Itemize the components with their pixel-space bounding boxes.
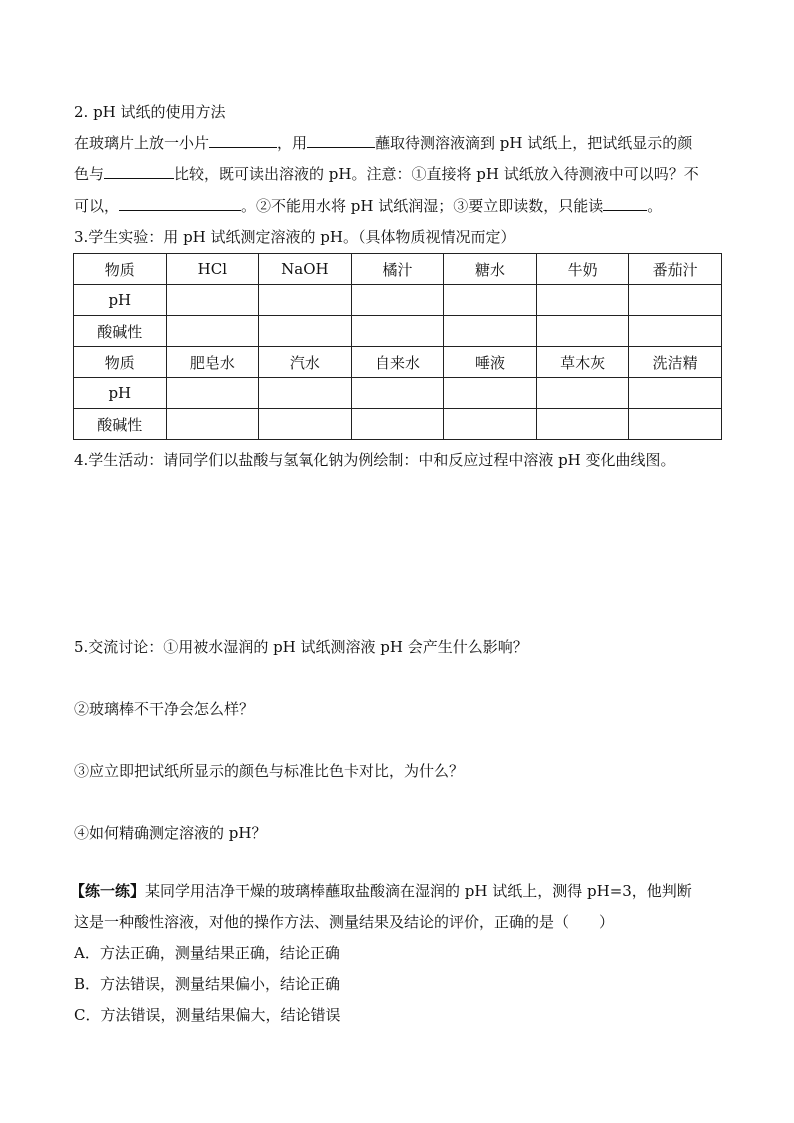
table-row bbox=[74, 254, 722, 285]
answer-cell[interactable] bbox=[536, 285, 629, 316]
fill-blank-4[interactable] bbox=[119, 196, 241, 211]
answer-cell[interactable] bbox=[259, 378, 352, 409]
table-row bbox=[74, 347, 722, 378]
answer-cell[interactable] bbox=[536, 409, 629, 440]
section2-line2 bbox=[74, 164, 699, 184]
option-a[interactable]: A．方法正确，测量结果正确，结论正确 bbox=[74, 944, 340, 962]
text-segment: 。②不能用水将 pH 试纸润湿；③要立即读数，只能读 bbox=[241, 197, 604, 215]
answer-cell[interactable] bbox=[444, 316, 537, 347]
table-cell: 唾液 bbox=[444, 347, 537, 378]
row-header-cell: 酸碱性 bbox=[74, 316, 167, 347]
answer-cell[interactable] bbox=[351, 378, 444, 409]
answer-cell[interactable] bbox=[166, 409, 259, 440]
fill-blank-1[interactable] bbox=[209, 133, 277, 148]
option-c[interactable]: C．方法错误，测量结果偏大，结论错误 bbox=[74, 1006, 341, 1024]
fill-blank-2[interactable] bbox=[307, 133, 375, 148]
section4-title: 4.学生活动：请同学们以盐酸与氢氧化钠为例绘制：中和反应过程中溶液 pH 变化曲线图。 bbox=[74, 451, 676, 469]
table-cell: NaOH bbox=[259, 254, 352, 285]
option-b[interactable]: B．方法错误，测量结果偏小，结论正确 bbox=[74, 975, 341, 993]
table-row bbox=[74, 316, 722, 347]
fill-blank-5[interactable] bbox=[603, 196, 647, 211]
section2-line1 bbox=[74, 133, 692, 153]
discussion-q2: ②玻璃棒不干净会怎么样？ bbox=[74, 700, 255, 718]
answer-cell[interactable] bbox=[166, 316, 259, 347]
table-cell: 洗洁精 bbox=[629, 347, 722, 378]
answer-cell[interactable] bbox=[536, 316, 629, 347]
row-header-cell: 物质 bbox=[74, 254, 167, 285]
answer-cell[interactable] bbox=[351, 285, 444, 316]
discussion-q3: ③应立即把试纸所显示的颜色与标准比色卡对比，为什么？ bbox=[74, 762, 465, 780]
answer-cell[interactable] bbox=[351, 316, 444, 347]
table-cell: HCl bbox=[166, 254, 259, 285]
table-row bbox=[74, 285, 722, 316]
table-cell: 草木灰 bbox=[536, 347, 629, 378]
table-cell: 自来水 bbox=[351, 347, 444, 378]
answer-cell[interactable] bbox=[259, 285, 352, 316]
answer-cell[interactable] bbox=[259, 409, 352, 440]
text-segment: 。 bbox=[647, 197, 663, 215]
section3-title: 3.学生实验：用 pH 试纸测定溶液的 pH。（具体物质视情况而定） bbox=[74, 228, 516, 246]
practice-line1 bbox=[70, 881, 692, 901]
text-segment: 蘸取待测溶液滴到 pH 试纸上，把试纸显示的颜 bbox=[375, 134, 693, 152]
answer-cell[interactable] bbox=[444, 378, 537, 409]
table-cell: 牛奶 bbox=[536, 254, 629, 285]
fill-blank-3[interactable] bbox=[104, 164, 174, 179]
section2-title: 2. pH 试纸的使用方法 bbox=[74, 103, 226, 121]
table-cell: 肥皂水 bbox=[166, 347, 259, 378]
table-cell: 汽水 bbox=[259, 347, 352, 378]
answer-cell[interactable] bbox=[629, 378, 722, 409]
practice-line2: 这是一种酸性溶液，对他的操作方法、测量结果及结论的评价，正确的是（ ） bbox=[74, 913, 615, 931]
table-row bbox=[74, 378, 722, 409]
practice-text: 某同学用洁净干燥的玻璃棒蘸取盐酸滴在湿润的 pH 试纸上，测得 pH=3，他判断 bbox=[145, 882, 692, 900]
answer-cell[interactable] bbox=[629, 409, 722, 440]
discussion-q4: ④如何精确测定溶液的 pH？ bbox=[74, 824, 267, 842]
answer-cell[interactable] bbox=[166, 285, 259, 316]
answer-cell[interactable] bbox=[444, 285, 537, 316]
answer-cell[interactable] bbox=[166, 378, 259, 409]
table-cell: 番茄汁 bbox=[629, 254, 722, 285]
answer-cell[interactable] bbox=[536, 378, 629, 409]
answer-cell[interactable] bbox=[444, 409, 537, 440]
answer-cell[interactable] bbox=[351, 409, 444, 440]
text-segment: 在玻璃片上放一小片 bbox=[74, 134, 210, 152]
answer-cell[interactable] bbox=[629, 285, 722, 316]
table-cell: 糖水 bbox=[444, 254, 537, 285]
row-header-cell: 酸碱性 bbox=[74, 409, 167, 440]
row-header-cell: pH bbox=[74, 378, 167, 409]
text-segment: 比较，既可读出溶液的 pH。注意：①直接将 pH 试纸放入待测液中可以吗？不 bbox=[174, 165, 699, 183]
answer-cell[interactable] bbox=[629, 316, 722, 347]
row-header-cell: 物质 bbox=[74, 347, 167, 378]
text-segment: ，用 bbox=[277, 134, 308, 152]
text-segment: 色与 bbox=[74, 165, 105, 183]
table-row bbox=[74, 409, 722, 440]
row-header-cell: pH bbox=[74, 285, 167, 316]
practice-tag: 【练一练】 bbox=[70, 882, 146, 900]
section2-line3 bbox=[74, 196, 662, 216]
section5-title: 5.交流讨论：①用被水湿润的 pH 试纸测溶液 pH 会产生什么影响？ bbox=[74, 638, 528, 656]
table-cell: 橘汁 bbox=[351, 254, 444, 285]
answer-cell[interactable] bbox=[259, 316, 352, 347]
text-segment: 可以， bbox=[74, 197, 120, 215]
experiment-table bbox=[73, 253, 722, 440]
